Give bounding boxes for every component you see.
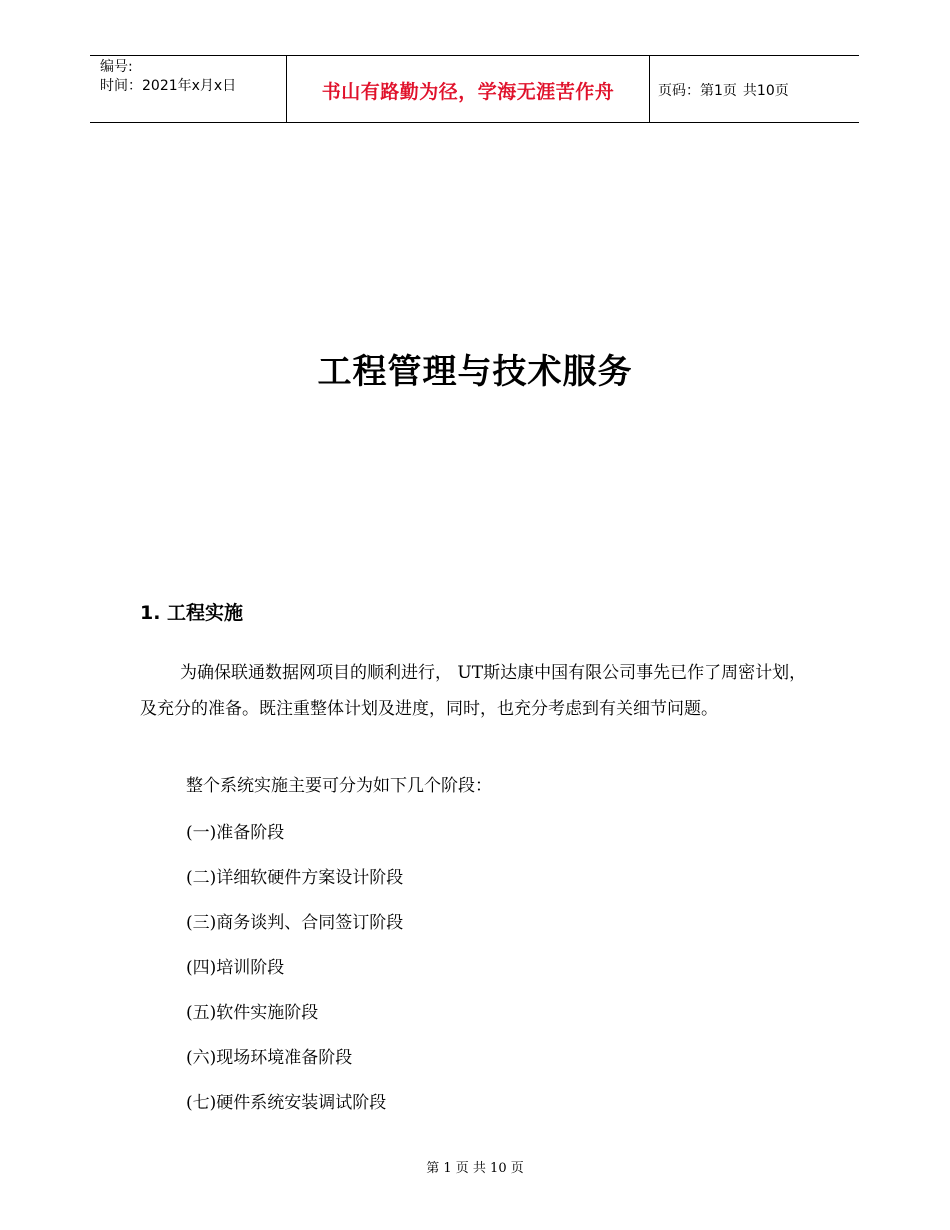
header-page-number: 页码：第1页 xyxy=(658,83,737,99)
stage-list-item: (五)软件实施阶段 xyxy=(186,1003,319,1023)
section-heading: 1. 工程实施 xyxy=(140,602,244,624)
document-code-label: 编号: xyxy=(100,59,133,75)
header-page-total: 共10页 xyxy=(742,83,789,99)
page-header xyxy=(90,55,859,123)
document-title: 工程管理与技术服务 xyxy=(317,352,633,392)
stage-list-item: (七)硬件系统安装调试阶段 xyxy=(186,1093,387,1113)
header-divider xyxy=(649,56,650,122)
stage-list-item: (三)商务谈判、合同签订阶段 xyxy=(186,913,404,933)
stage-list-item: (一)准备阶段 xyxy=(186,823,285,843)
header-page-info xyxy=(658,80,789,100)
stage-list-item: (六)现场环境准备阶段 xyxy=(186,1048,353,1068)
header-motto: 书山有路勤为径，学海无涯苦作舟 xyxy=(321,81,615,103)
body-paragraph: 整个系统实施主要可分为如下几个阶段： xyxy=(186,776,492,796)
body-paragraph: 为确保联通数据网项目的顺利进行， UT斯达康中国有限公司事先已作了周密计划，及充分的准备。既注重整体计划及进度，同时，也充分考虑到有关细节问题。 xyxy=(140,663,807,719)
header-meta xyxy=(100,58,236,96)
document-time-label: 时间：2021年x月x日 xyxy=(100,78,237,94)
page-footer: 第 1 页 共 10 页 xyxy=(426,1161,524,1176)
stage-list-item: (四)培训阶段 xyxy=(186,958,285,978)
stage-list-item: (二)详细软硬件方案设计阶段 xyxy=(186,868,404,888)
